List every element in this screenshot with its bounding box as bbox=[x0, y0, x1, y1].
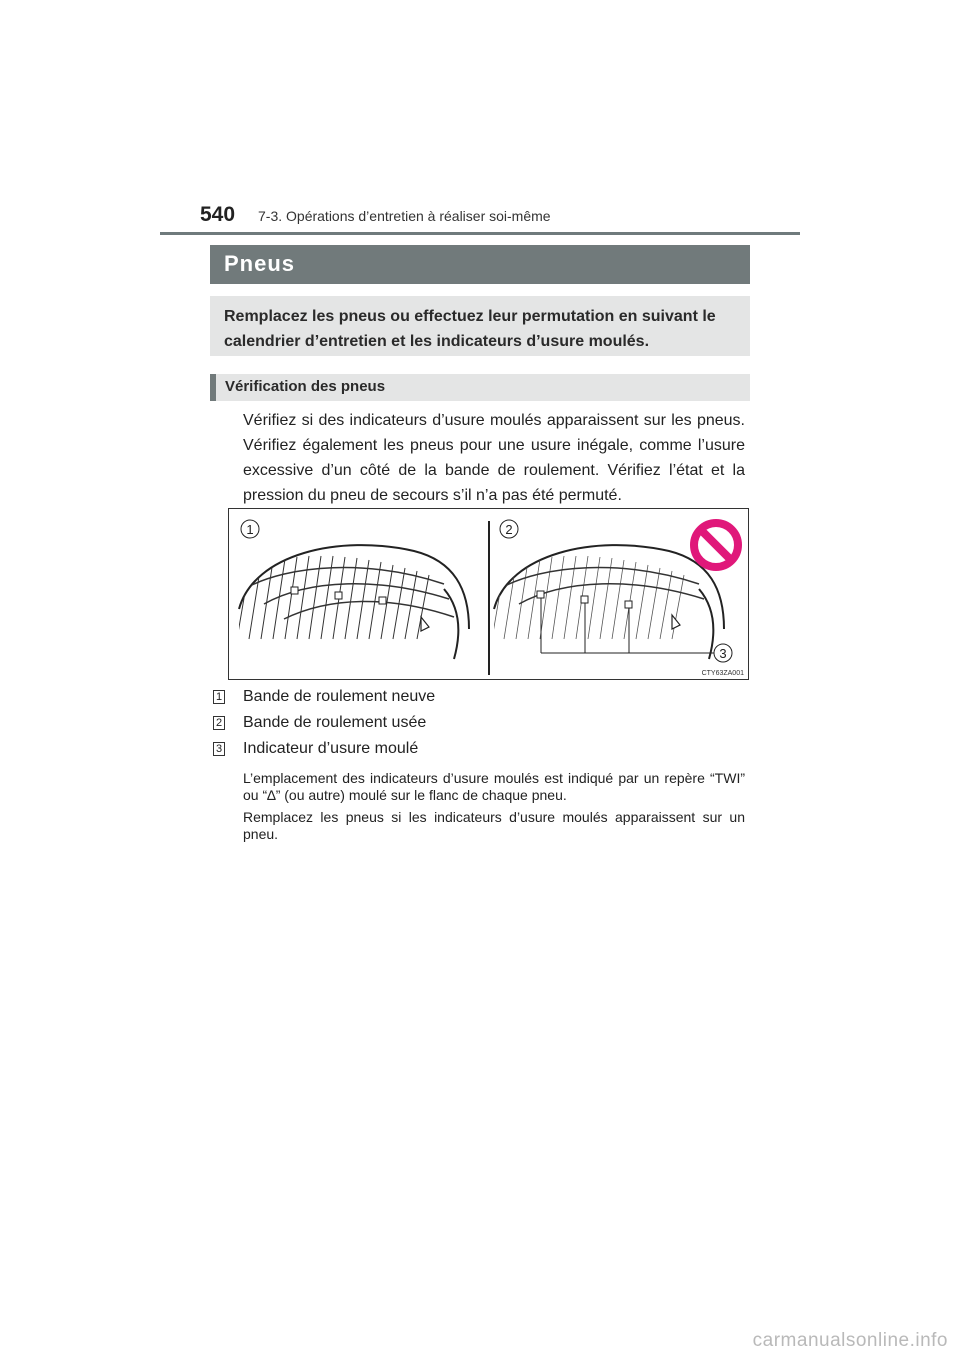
svg-text:1: 1 bbox=[246, 522, 254, 537]
legend-number: 2 bbox=[213, 716, 225, 730]
legend-number: 3 bbox=[213, 742, 225, 756]
tire-illustration bbox=[229, 509, 750, 681]
subsection-title-bar bbox=[210, 374, 750, 401]
callout-1 bbox=[241, 520, 259, 538]
note-replace-tires: Remplacez les pneus si les indicateurs d’usure moulés apparaissent sur un pneu. bbox=[243, 809, 745, 842]
note-wear-indicator-location: L’emplacement des indicateurs d’usure moulés est indiqué par un repère “TWI” ou “∆” (ou autre) moulé sur le flanc de chaque pneu. bbox=[243, 770, 745, 803]
legend-label: Indicateur d’usure moulé bbox=[243, 740, 419, 757]
intro-box bbox=[210, 296, 750, 356]
subsection-accent bbox=[210, 374, 216, 401]
prohibition-icon bbox=[694, 523, 738, 567]
svg-text:3: 3 bbox=[719, 646, 727, 661]
watermark: carmanualsonline.info bbox=[752, 1330, 948, 1351]
worn-tread-tire bbox=[492, 545, 727, 661]
tire-figure bbox=[228, 508, 749, 680]
page-number: 540 bbox=[200, 203, 236, 226]
legend-label: Bande de roulement neuve bbox=[243, 688, 436, 705]
section-title: Pneus bbox=[224, 251, 296, 276]
header-rule bbox=[160, 232, 800, 235]
section-title-bar bbox=[210, 245, 750, 284]
new-tread-tire bbox=[237, 545, 469, 659]
running-header: 7-3. Opérations d’entretien à réaliser soi-même bbox=[258, 208, 551, 224]
legend-label: Bande de roulement usée bbox=[243, 714, 427, 731]
subsection-title: Vérification des pneus bbox=[225, 378, 386, 395]
body-paragraph: Vérifiez si des indicateurs d’usure moulés apparaissent sur les pneus. Vérifiez également les pneus pour une usure inégale, comme l’usure excessive d’un côté de la bande de roulement. Vérifiez l’état et la pression du pneu de secours s’il n’a pas été permuté. bbox=[243, 412, 745, 504]
legend-number: 1 bbox=[213, 690, 225, 704]
callout-2 bbox=[500, 520, 518, 538]
callout-3 bbox=[714, 644, 732, 662]
figure-code: CTY63ZA001 bbox=[701, 670, 744, 677]
intro-text: Remplacez les pneus ou effectuez leur permutation en suivant le calendrier d’entretien et les indicateurs d’usure moulés. bbox=[224, 308, 716, 350]
svg-text:2: 2 bbox=[505, 522, 513, 537]
